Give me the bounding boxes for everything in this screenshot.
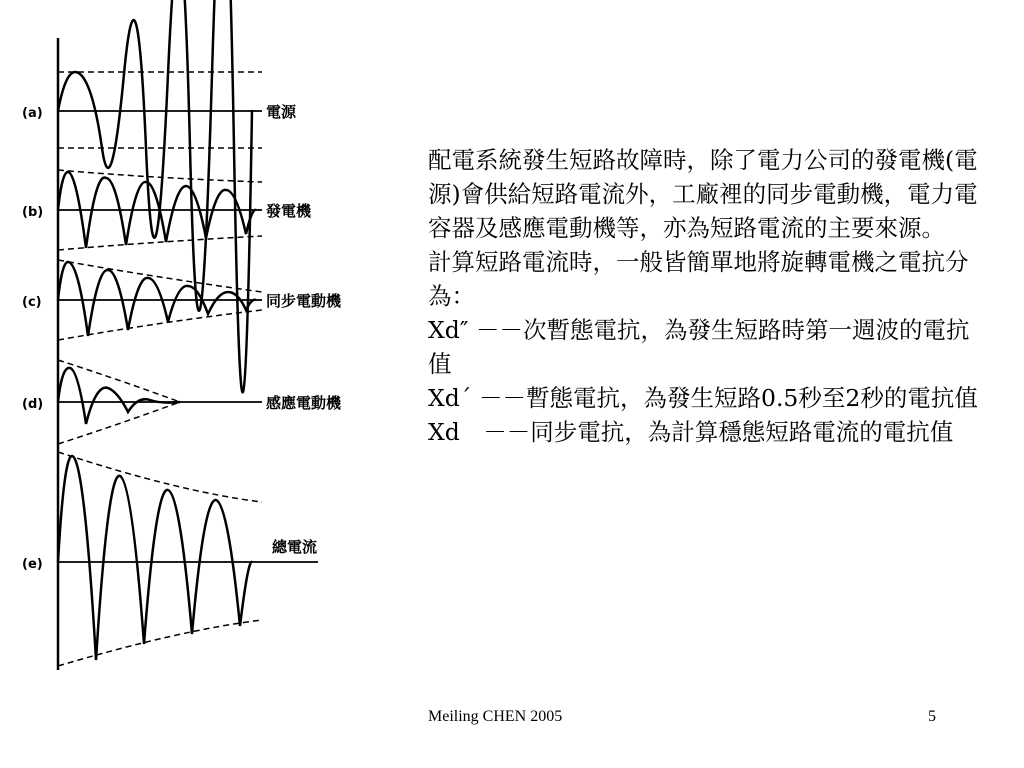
wave-label-b: 發電機 [266, 202, 312, 220]
envelope-b-top [58, 170, 262, 182]
envelope-c-top [58, 260, 262, 292]
paragraph-subtransient: Xd″ －－次暫態電抗，為發生短路時第一週波的電抗值 [428, 316, 970, 378]
envelope-d-bottom [58, 402, 180, 444]
body-text [428, 143, 988, 449]
footer-author: Meiling CHEN 2005 [428, 708, 563, 725]
short-circuit-waveform-figure [0, 0, 420, 700]
envelope-e-bottom [58, 620, 262, 666]
wave-d [58, 368, 180, 424]
paragraph-synchronous: Xd －－同步電抗，為計算穩態短路電流的電抗值 [428, 418, 954, 446]
case-label-b: (b) [22, 205, 44, 220]
paragraph-reactance-intro: 計算短路電流時，一般皆簡單地將旋轉電機之電抗分為： [428, 248, 969, 310]
wave-c [58, 262, 256, 336]
wave-label-d: 感應電動機 [266, 394, 342, 412]
paragraph-transient: Xd´ －－暫態電抗，為發生短路0.5秒至2秒的電抗值 [428, 384, 978, 412]
paragraph-intro: 配電系統發生短路故障時，除了電力公司的發電機(電源)會供給短路電流外，工廠裡的同步電動機，電力電容器及感應電動機等，亦為短路電流的主要來源。 [428, 146, 978, 242]
wave-label-e: 總電流 [272, 538, 318, 556]
wave-label-c: 同步電動機 [266, 292, 342, 310]
case-label-a: (a) [22, 106, 43, 121]
case-label-d: (d) [22, 397, 44, 412]
wave-e [58, 456, 252, 660]
envelope-e-top [58, 452, 262, 502]
wave-label-a: 電源 [266, 103, 297, 121]
page-number: 5 [928, 708, 936, 725]
case-label-e: (e) [22, 557, 43, 572]
case-label-c: (c) [22, 295, 42, 310]
